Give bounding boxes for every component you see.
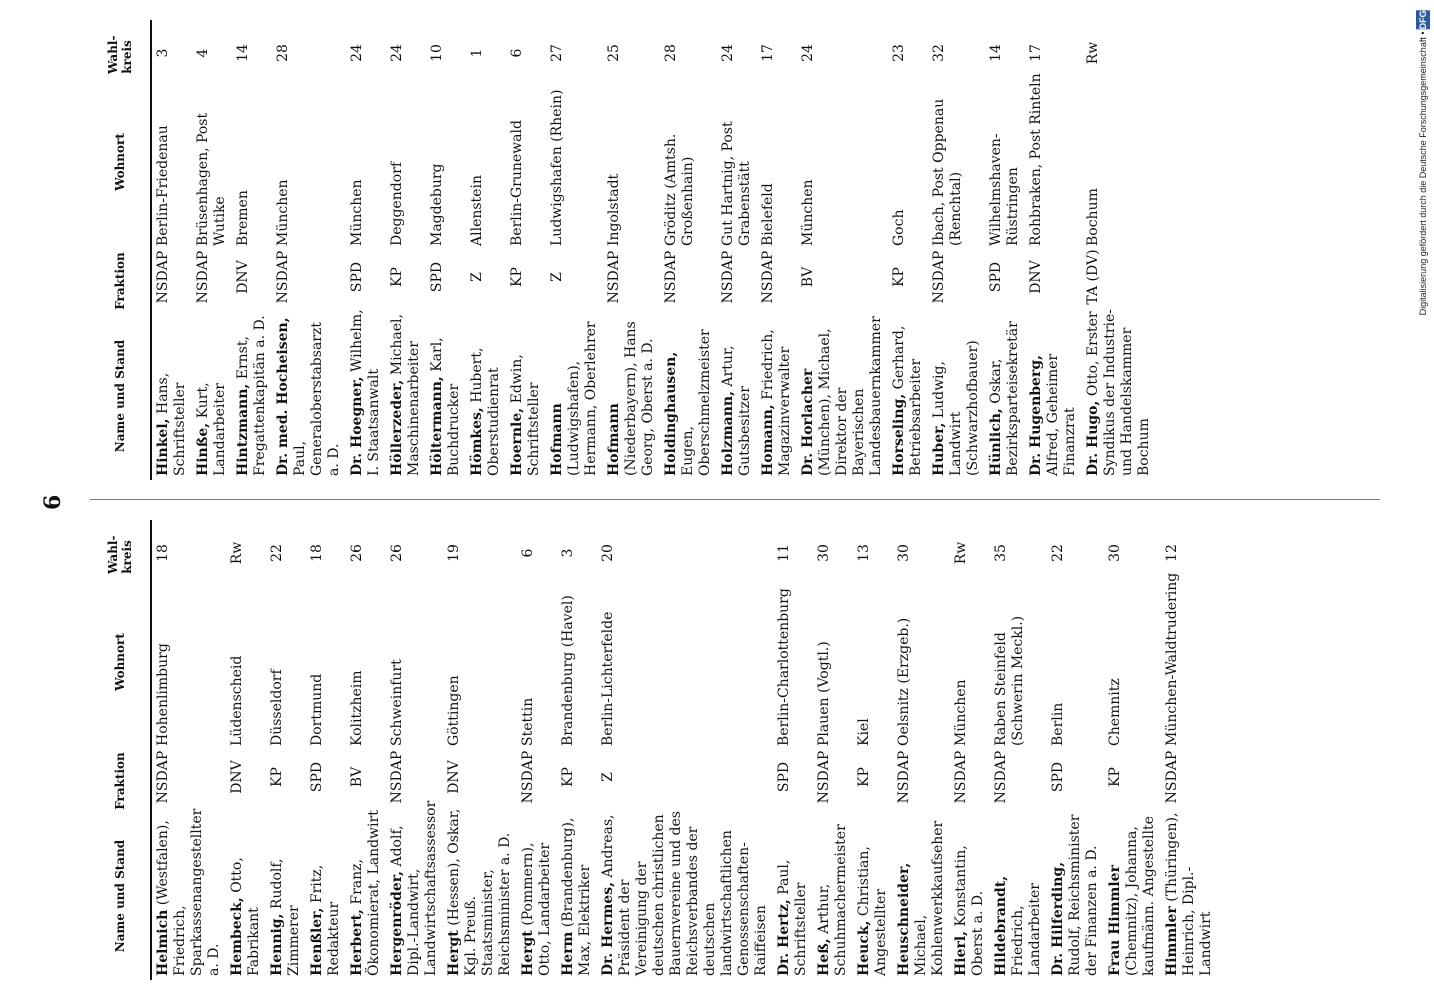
residence-cell: Bielefeld [760,183,776,246]
surname: Herm [560,931,576,976]
residence-cell: Lüdenscheid [229,655,245,746]
faction-cell: TA (DV) [1085,249,1101,305]
faction-cell: BV [349,766,365,788]
district-cell: 3 [560,548,576,558]
surname: Dr. Horlacher [800,368,816,476]
residence-cell: Raben Steinfeld (Schwerin Meckl.) [993,615,1026,746]
surname: Hofmann [549,403,565,476]
name-detail: Arthur, Schuhmachermeister [816,824,849,976]
page-number: 6 [40,494,66,510]
district-cell: 14 [988,44,1004,62]
name-detail: (Pommern), Otto, Landarbeiter [520,842,553,976]
name-detail: Hans, Schriftsteller [155,372,188,476]
name-detail: (Westfalen), Friedrich, Sparkassenangestellter a. D. [155,808,222,976]
surname: Dr. med. Hocheisen, [275,317,291,476]
name-cell [349,308,383,480]
name-cell [389,800,440,980]
district-cell: 17 [760,44,776,62]
faction-cell: NSDAP [720,250,736,304]
residence-cell: Göttingen [446,675,462,746]
faction-cell: KP [856,767,872,787]
surname: Dr. Hoegner, [349,376,365,476]
name-detail: Michael, Kohlenwerkkaufseher [913,820,946,976]
faction-cell: NSDAP [953,750,969,804]
name-cell [549,308,600,480]
table-row [546,20,603,480]
residence-cell: Berlin-Friedenau [155,125,171,246]
table-row [1161,520,1218,980]
faction-cell: SPD [309,761,325,793]
surname: Hildebrandt, [993,875,1009,976]
name-cell [1085,308,1153,480]
table-row [888,20,928,480]
district-cell: Rw [229,541,245,565]
surname: Hofmann [606,403,622,476]
table-row [1082,20,1156,480]
district-cell: 6 [509,48,525,58]
faction-cell: NSDAP [275,250,291,304]
table-row [443,520,517,980]
name-cell [560,808,594,980]
name-detail: Eugen, Oberschmelzmeister [680,329,713,476]
name-cell [776,808,810,980]
name-detail: Otto, Erster Syndikus der Industrie- und Handelskammer Bochum [1085,308,1152,476]
district-cell: 28 [275,44,291,62]
name-detail: Wilhelm, I. Staatsanwalt [349,309,382,476]
surname: Hoernle, [509,407,525,476]
surname: Hinkel, [155,418,171,476]
district-cell: Rw [953,541,969,565]
name-detail: (München), Michael, Direktor der Bayerischen Landesbauernkammer [817,316,884,476]
district-cell: 18 [309,544,325,562]
surname: Huber, [931,422,947,476]
name-cell [891,308,925,480]
name-detail: (Hessen), Oskar, Kgl. Preuß. Staatsminister, Reichsminister a. D. [446,808,513,976]
name-cell [600,808,770,980]
table-row [597,520,773,980]
district-cell: Rw [1085,41,1101,65]
residence-cell: Gröditz (Amtsh. Großenhain) [663,133,696,246]
name-cell [993,808,1044,980]
district-cell: 11 [776,544,792,562]
name-detail: Friedrich, Magazinverwalter [760,329,793,476]
surname: Heuschneider, [896,862,912,976]
faction-cell: KP [269,767,285,787]
name-detail: (Chemnitz), Johanna, kaufmänn. Angestellte [1124,816,1157,976]
surname: Herbert, [349,909,365,976]
surname: Hierl, [953,930,969,976]
left-table [90,520,1218,980]
district-cell: 6 [520,548,536,558]
table-row [985,20,1025,480]
table-row [386,520,443,980]
name-cell [606,308,657,480]
district-cell: 26 [349,544,365,562]
name-cell [389,308,423,480]
surname: Dr. Hilferding, [1050,861,1066,976]
district-cell: 24 [389,44,405,62]
table-row [853,520,893,980]
faction-cell: BV [800,266,816,288]
header-faction: Fraktion [113,252,127,310]
residence-cell: Berlin-Grunewald [509,120,525,246]
district-cell: 14 [235,44,251,62]
district-cell: 24 [720,44,736,62]
name-cell [1050,808,1101,980]
name-detail: (Brandenburg), Max, Elektriker [560,817,593,976]
faction-cell: DNV [235,260,251,294]
surname: Henßler, [309,907,325,976]
table-row [773,520,813,980]
surname: Höltermann, [429,376,445,476]
name-cell [1164,808,1215,980]
faction-cell: NSDAP [606,250,622,304]
residence-cell: Oelsnitz (Erzgeb.) [896,617,912,746]
name-detail: Rudolf, Zimmerer [269,858,302,976]
name-detail: Rudolf, Reichsminister der Finanzen a. D. [1067,814,1100,976]
faction-cell: NSDAP [663,250,679,304]
name-cell [800,308,885,480]
name-cell [309,808,343,980]
header-name: Name und Stand [113,339,127,453]
faction-cell: NSDAP [155,750,171,804]
district-cell: 26 [389,544,405,562]
table-row [306,520,346,980]
header-residence: Wohnort [113,633,127,691]
surname: Hömkes, [469,407,485,476]
residence-cell: Goch [891,209,907,246]
name-cell [469,308,503,480]
table-row [717,20,757,480]
table-row [757,20,797,480]
header-residence: Wohnort [113,133,127,191]
faction-cell: KP [891,267,907,287]
surname: Hintzmann, [235,383,251,476]
residence-cell: Stettin [520,697,536,746]
name-detail: Fritz, Redakteur [309,864,342,976]
residence-cell: Plauen (Vogtl.) [816,641,832,746]
faction-cell: NSDAP [195,250,211,304]
district-cell: 4 [195,48,211,58]
residence-cell: München [349,179,365,246]
residence-cell: Rohbraken, Post Rinteln [1028,73,1044,246]
district-cell: 32 [931,44,947,62]
table-row [152,20,192,480]
name-detail: Paul, Generaloberstabsarzt a. D. [292,322,342,476]
name-detail: Otto, Fabrikant [229,857,262,976]
district-cell: 25 [606,44,622,62]
surname: Hünlich, [988,408,1004,476]
dfg-logo: DFG [1418,10,1428,29]
table-header [90,20,152,480]
name-cell [816,808,850,980]
residence-cell: Chemnitz [1107,678,1123,746]
residence-cell: Brüsenhagen, Post Wutike [195,112,228,246]
table-row [346,520,386,980]
name-detail: Oskar, Bezirksparteisekretär [988,321,1021,476]
faction-cell: NSDAP [760,250,776,304]
table-row [660,20,717,480]
name-cell [446,808,514,980]
residence-cell: Brandenburg (Havel) [560,595,576,746]
faction-cell: DNV [1028,260,1044,294]
district-cell: 13 [856,544,872,562]
name-detail: Ludwig, Landwirt (Schwarzhofbauer) [931,340,981,476]
name-cell [931,308,982,480]
header-district: Wahl-kreis [106,535,134,574]
surname: Dr. Hugo, [1085,400,1101,476]
residence-cell: Schweinfurt [389,659,405,746]
district-cell: 22 [1050,544,1066,562]
surname: Helmich [155,909,171,976]
table-row [426,20,466,480]
right-table [90,20,1156,480]
faction-cell: NSDAP [520,750,536,804]
residence-cell: Dortmund [309,673,325,746]
name-cell [856,808,890,980]
table-row [386,20,426,480]
residence-cell: München [800,179,816,246]
faction-cell: NSDAP [155,250,171,304]
header-district: Wahl-kreis [106,35,134,74]
surname: Hembeck, [229,897,245,976]
district-cell: 20 [600,544,616,562]
district-cell: 3 [155,48,171,58]
name-detail: Kurt, Landarbeiter [195,382,228,476]
faction-cell: KP [509,267,525,287]
header-faction: Fraktion [113,752,127,810]
name-cell [509,308,543,480]
table-row [950,520,990,980]
district-cell: 17 [1028,44,1044,62]
surname: Dr. Hugenberg, [1028,355,1044,476]
name-detail: Konstantin, Oberst a. D. [953,845,986,976]
faction-cell: KP [1107,767,1123,787]
table-row [266,520,306,980]
faction-cell: DNV [229,760,245,794]
table-row [232,20,272,480]
name-cell [275,308,343,480]
surname: Himmler [1164,906,1180,976]
surname: Hennig, [269,913,285,976]
credit-text: Digitalisierung gefördert durch die Deutsche Forschungsgemeinschaft • [1418,31,1428,316]
table-row [990,520,1047,980]
district-cell: 19 [446,544,462,562]
name-cell [760,308,794,480]
table-row [506,20,546,480]
name-cell [1028,308,1079,480]
name-detail: Karl, Buchdrucker [429,337,462,476]
name-detail: Edwin, Schriftsteller [509,354,542,476]
residence-cell: Bochum [1085,188,1101,246]
name-cell [429,308,463,480]
name-cell [896,808,947,980]
district-cell: 28 [663,44,679,62]
faction-cell: Z [469,272,485,282]
residence-cell: Düsseldorf [269,669,285,746]
right-table-rows [152,20,1156,480]
name-cell [155,308,189,480]
name-cell [720,308,754,480]
district-cell: 30 [1107,544,1123,562]
table-row [1104,520,1161,980]
table-row [152,520,226,980]
name-cell [349,808,383,980]
name-detail: Gerhard, Betriebsarbeiter [891,325,924,476]
table-row [226,520,266,980]
residence-cell: Deggendorf [389,162,405,246]
residence-cell: Bremen [235,190,251,246]
residence-cell: München [275,179,291,246]
name-cell [155,808,223,980]
name-detail: (Ludwigshafen), Hermann, Oberlehrer [566,321,599,476]
residence-cell: Berlin-Charlottenburg [776,588,792,746]
name-detail: Franz, Ökonomierat, Landwirt [349,810,382,976]
name-detail: (Niederbayern), Hans Georg, Oberst a. D. [623,321,656,476]
table-row [603,20,660,480]
faction-cell: NSDAP [931,250,947,304]
district-cell: 30 [816,544,832,562]
residence-cell: Ibach, Post Oppenau (Renchtal) [931,98,964,246]
surname: Hergt [446,930,462,976]
name-detail: (Thüringen), Heinrich, Dipl.-Landwirt [1164,812,1214,976]
credit-line [1418,10,1428,315]
table-row [797,20,888,480]
residence-cell: Magdeburg [429,163,445,246]
name-detail: Michael, Maschinenarbeiter [389,314,422,476]
faction-cell: NSDAP [993,750,1009,804]
surname: Dr. Hertz, [776,899,792,976]
faction-cell: NSDAP [896,750,912,804]
district-cell: 27 [549,44,565,62]
residence-cell: Ludwigshafen (Rhein) [549,89,565,246]
name-cell [195,308,229,480]
residence-cell: Allenstein [469,175,485,246]
name-cell [235,308,269,480]
surname: Homann, [760,404,776,476]
residence-cell: Berlin-Lichterfelde [600,611,616,746]
surname: Höllerzeder, [389,379,405,476]
district-cell: 23 [891,44,907,62]
name-detail: Hubert, Oberstudienrat [469,347,502,476]
surname: Hinße, [195,422,211,476]
faction-cell: KP [560,767,576,787]
table-row [893,520,950,980]
residence-cell: Ingolstadt [606,173,622,246]
faction-cell: SPD [776,761,792,793]
surname: Holdinghausen, [663,351,679,476]
table-row [1047,520,1104,980]
name-detail: Adolf, Dipl.-Landwirt, Landwirtschaftsassessor [389,800,439,976]
surname: Holzmann, [720,391,736,476]
residence-cell: Berlin [1050,702,1066,746]
surname: Heß, [816,938,832,976]
column-divider [90,499,1380,500]
table-row [466,20,506,480]
residence-cell: Kolitzheim [349,670,365,746]
table-header [90,520,152,980]
faction-cell: NSDAP [1164,750,1180,804]
residence-cell: München [953,679,969,746]
left-table-rows [152,520,1218,980]
district-cell: 24 [349,44,365,62]
district-cell: 30 [896,544,912,562]
name-cell [1107,808,1158,980]
table-row [813,520,853,980]
table-row [517,520,557,980]
name-detail: Alfred, Geheimer Finanzrat [1045,353,1078,476]
district-cell: 24 [800,44,816,62]
name-detail: Christian, Angestellter [856,846,889,976]
surname: Heuck, [856,920,872,976]
residence-cell: München-Waldtrudering [1164,572,1180,746]
table-row [557,520,597,980]
name-cell [988,308,1022,480]
surname: Hergenröder, [389,870,405,976]
name-cell [953,808,987,980]
table-row [1025,20,1082,480]
surname: Horseling, [891,393,907,476]
district-cell: 35 [993,544,1009,562]
surname: Hergt [520,930,536,976]
surname: Frau Himmler [1107,865,1123,976]
name-detail: Artur, Gutsbesitzer [720,345,753,476]
name-cell [663,308,714,480]
district-cell: 18 [155,544,171,562]
faction-cell: SPD [349,261,365,293]
table-row [346,20,386,480]
district-cell: 10 [429,44,445,62]
faction-cell: SPD [1050,761,1066,793]
faction-cell: Z [549,272,565,282]
name-cell [229,808,263,980]
name-detail: Ernst, Fregattenkapitän a. D. [235,315,268,476]
district-cell: 12 [1164,544,1180,562]
name-cell [520,808,554,980]
surname: Dr. Hermes, [600,882,616,976]
table-row [192,20,232,480]
faction-cell: SPD [988,261,1004,293]
residence-cell: Wilhelmshaven-Rüstringen [988,133,1021,246]
header-name: Name und Stand [113,839,127,953]
faction-cell: Z [600,772,616,782]
table-row [272,20,346,480]
faction-cell: NSDAP [816,750,832,804]
residence-cell: Gut Hartnig, Post Grabenstätt [720,121,753,246]
table-row [928,20,985,480]
name-detail: Paul, Schriftsteller [776,859,809,976]
faction-cell: NSDAP [389,750,405,804]
district-cell: 1 [469,48,485,58]
name-cell [269,808,303,980]
faction-cell: SPD [429,261,445,293]
faction-cell: KP [389,267,405,287]
residence-cell: Hohenlimburg [155,643,171,746]
faction-cell: DNV [446,760,462,794]
district-cell: 22 [269,544,285,562]
name-detail: Andreas, Präsident der Vereinigung der deutschen christlichen Bauernvereine und des Reichsverbandes der deutschen landwirtschaftlichen Genossenschaften-Raiffeisen [600,811,769,976]
residence-cell: Kiel [856,718,872,746]
name-detail: Friedrich, Landarbeiter [1010,883,1043,976]
